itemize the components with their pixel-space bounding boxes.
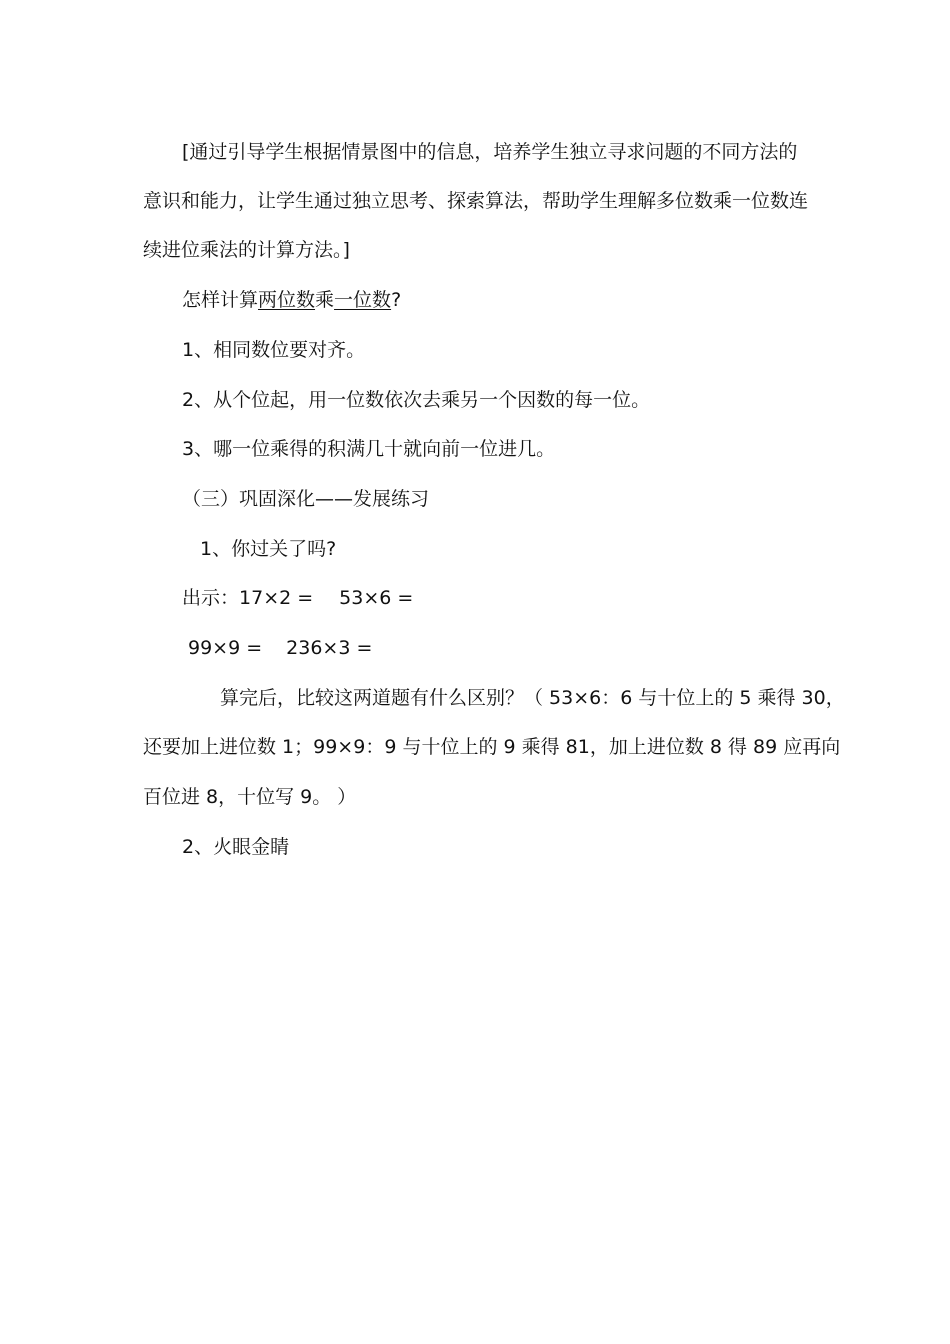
question-suffix: ?	[391, 289, 402, 311]
section-heading: （三）巩固深化——发展练习	[182, 488, 430, 510]
comparison-line-2: 还要加上进位数 1；99×9：9 与十位上的 9 乘得 81，加上进位数 8 得 89 应再向	[143, 736, 841, 758]
question-line	[182, 287, 401, 313]
comparison-line-3: 百位进 8，十位写 9。 ）	[143, 786, 357, 808]
intro-line-1: [通过引导学生根据情景图中的信息，培养学生独立寻求问题的不同方法的	[182, 141, 798, 163]
problem: 17×2 =	[239, 587, 314, 609]
rule-item: 3、哪一位乘得的积满几十就向前一位进几。	[182, 438, 556, 460]
problem: 236×3 =	[286, 637, 373, 659]
show-label: 出示：	[182, 587, 240, 609]
show-problems-line	[182, 585, 413, 611]
rule-item: 1、相同数位要对齐。	[182, 339, 366, 361]
problems-line-2	[188, 635, 372, 661]
question-middle: 乘	[315, 289, 335, 311]
problem: 53×6 =	[339, 587, 414, 609]
question-one-digit: 一位数	[334, 289, 392, 311]
intro-line-3: 续进位乘法的计算方法。]	[143, 239, 350, 261]
exercise-1-title: 1、你过关了吗?	[200, 538, 337, 560]
question-prefix: 怎样计算	[182, 289, 259, 311]
intro-line-2: 意识和能力，让学生通过独立思考、探索算法，帮助学生理解多位数乘一位数连	[143, 190, 809, 212]
rule-item: 2、从个位起，用一位数依次去乘另一个因数的每一位。	[182, 389, 651, 411]
question-two-digit: 两位数	[258, 289, 316, 311]
comparison-line-1: 算完后，比较这两道题有什么区别？（ 53×6：6 与十位上的 5 乘得 30，	[220, 687, 845, 709]
problem: 99×9 =	[188, 637, 263, 659]
exercise-2-title: 2、火眼金睛	[182, 836, 290, 858]
